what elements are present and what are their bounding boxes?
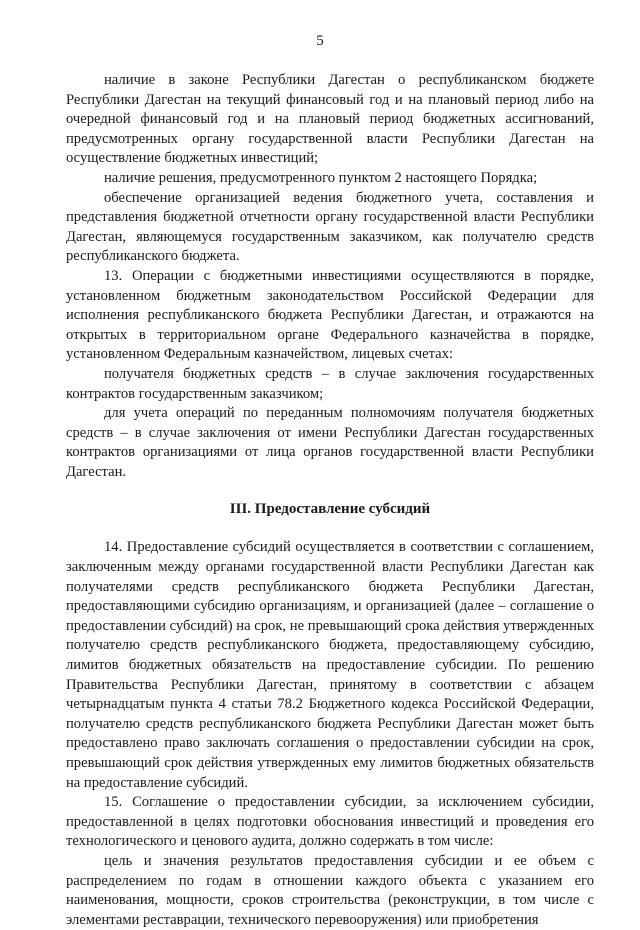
- paragraph-goal: цель и значения результатов предоставления субсидии и ее объем с распределением по годам в отношении каждого объекта с указанием его наименования, мощности, сроков строительства (реконструкции, в том числе с элементами реставрации, технического перевооружения) или приобретения: [66, 852, 594, 928]
- paragraph-item-15: 15. Соглашение о предоставлении субсидии, за исключением субсидии, предоставленной в целях подготовки обоснования инвестиций и проведения его технологического и ценового аудита, должно содержать в том числе:: [66, 794, 594, 850]
- page-number: 5: [316, 33, 324, 49]
- paragraph-item-14: 14. Предоставление субсидий осуществляется в соответствии с соглашением, заключенным между органами государственной власти Республики Дагестан как получателями средств республиканского бюджета Республики Дагестан, предоставляющими субсидию организациям, и организацией (далее – соглашение о предоставлении субсидий) на срок, не превышающий срока действия утвержденных получателю средств республиканского бюджета, предоставляющему субсидию, лимитов бюджетных обязательств на предоставление субсидии. По решению Правительства Республики Дагестан, принятому в соответствии с абзацем четырнадцатым пункта 4 статьи 78.2 Бюджетного кодекса Российской Федерации, получателю средств республиканского бюджета Республики Дагестан может быть предоставлено право заключать соглашения о предоставлении субсидии на срок, превышающий срок действия утвержденных ему лимитов бюджетных обязательств на предоставление субсидий.: [66, 539, 594, 791]
- paragraph-budget-law: наличие в законе Республики Дагестан о республиканском бюджете Республики Дагестан на текущий финансовый год и на плановый период либо на очередной финансовый год и на плановый период бюджетных ассигнований, предусмотренных органу государственной власти Республики Дагестан на осуществление бюджетных инвестиций;: [66, 72, 594, 167]
- paragraph-recipient: получателя бюджетных средств – в случае заключения государственных контрактов государственным заказчиком;: [66, 365, 594, 402]
- document-body: [66, 71, 594, 930]
- section-heading: III. Предоставление субсидий: [229, 501, 431, 518]
- paragraph-item-13: 13. Операции с бюджетными инвестициями осуществляются в порядке, установленном бюджетным законодательством Российской Федерации для исполнения республиканского бюджета Республики Дагестан, и отражаются на открытых в территориальном органе Федерального казначейства в порядке, установленном Федеральным казначейством, лицевых счетах:: [66, 267, 594, 363]
- paragraph-accounting: обеспечение организацией ведения бюджетного учета, составления и представления бюджетной отчетности органу государственной власти Республики Дагестан, являющемуся государственным заказчиком, как получателю средств республиканского бюджета.: [66, 189, 594, 265]
- paragraph-delegated-powers: для учета операций по переданным полномочиям получателя бюджетных средств – в случае заключения от имени Республики Дагестан государственных контрактов организациями от лица органов государственной власти Республики Дагестан.: [66, 405, 594, 480]
- paragraph-decision: наличие решения, предусмотренного пунктом 2 настоящего Порядка;: [104, 169, 538, 186]
